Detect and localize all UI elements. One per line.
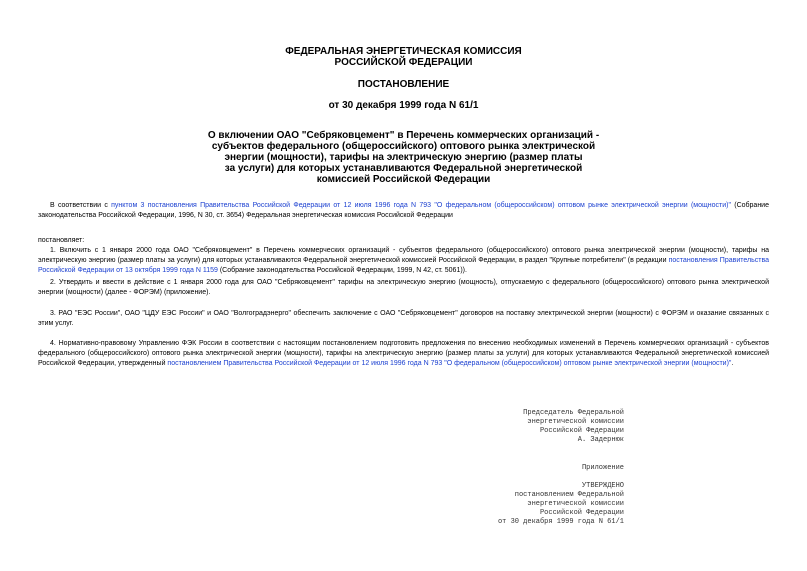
item-2-paragraph: 2. Утвердить и ввести в действие с 1 января 2000 года для ОАО "Себряковцемент" тарифы на электрическую энергию (мощность), отпускаемую с федерального (общероссийского) оптового рынка электрической энергии (мощности) (далее - ФОРЭМ) (приложение). (38, 279, 769, 296)
approval-line: Российской Федерации (539, 509, 624, 517)
preamble-text: В соответствии с (50, 202, 112, 209)
signature-block (420, 409, 624, 445)
item-1-paragraph (38, 246, 769, 276)
item-4-link[interactable]: постановлением Правительства Российской Федерации от 12 июля 1996 года N 793 "О федеральном (общероссийском) оптовом рынке электрической энергии (мощности)" (167, 360, 732, 367)
signature-line: энергетической комиссии (527, 418, 624, 426)
agency-name-line1: ФЕДЕРАЛЬНАЯ ЭНЕРГЕТИЧЕСКАЯ КОМИССИЯ (285, 46, 522, 57)
agency-name-line2: РОССИЙСКОЙ ФЕДЕРАЦИИ (334, 57, 473, 68)
preamble-link[interactable]: пунктом 3 постановления Правительства Российской Федерации от 12 июля 1996 года N 793 "О федеральном (общероссийском) оптовом рынке электрической энергии (мощности)" (111, 202, 731, 209)
signature-line: Председатель Федеральной (523, 409, 624, 417)
appendix-label: Приложение (581, 464, 624, 472)
approval-line: постановлением Федеральной (514, 491, 624, 499)
approval-date: от 30 декабря 1999 года N 61/1 (497, 518, 624, 526)
title-line: субъектов федерального (общероссийского) оптового рынка электрической (211, 141, 596, 152)
approval-line: энергетической комиссии (527, 500, 624, 508)
item-1-text-end: (Собрание законодательства Российской Федерации, 1999, N 42, ст. 5061)). (217, 267, 467, 274)
item-1-text: 1. Включить с 1 января 2000 года ОАО "Себряковцемент" в Перечень коммерческих организаций - субъектов федерального (общероссийского) оптового рынка электрической энергии (мощности), тарифы на электрическую энергию (размер платы за услуги) для которых устанавливаются Федеральной энергетической комиссией Российской Федерации, в раздел "Крупные потребители" (в редакции (38, 247, 769, 264)
title-line: за услуги) для которых устанавливаются Федеральной энергетической (224, 163, 583, 174)
resolves-text: постановляет: (38, 237, 85, 244)
title-line: О включении ОАО "Себряковцемент" в Перечень коммерческих организаций - (207, 130, 600, 141)
document-type: ПОСТАНОВЛЕНИЕ (357, 79, 450, 90)
item-3-paragraph: 3. РАО "ЕЭС России", ОАО "ЦДУ ЕЭС России" и ОАО "Волгоградэнерго" обеспечить заключение с ОАО "Себряковцемент" договоров на поставку электрической энергии (мощности) с ФОРЭМ и оказание связанных с этим услуг. (38, 310, 769, 327)
approval-block (420, 482, 624, 527)
signatory-name: А. Задернюк (577, 436, 624, 444)
item-4-paragraph (38, 339, 769, 369)
title-line: комиссией Российской Федерации (316, 174, 491, 185)
signature-line: Российской Федерации (539, 427, 624, 435)
title-line: энергии (мощности), тарифы на электрическую энергию (размер платы (224, 152, 583, 163)
preamble-text-end: (Собрание законодательства Российской Федерации, 1996, N 30, ст. 3654) Федеральная энергетическая комиссия Российской Федерации (38, 202, 769, 219)
item-4-text-end: . (731, 360, 734, 367)
document-title (200, 130, 607, 185)
document-date-number: от 30 декабря 1999 года N 61/1 (328, 100, 479, 111)
item-1-link[interactable]: постановления Правительства Российской Федерации от 13 октября 1999 года N 1159 (38, 257, 769, 274)
approved-label: УТВЕРЖДЕНО (581, 482, 624, 490)
preamble-paragraph (38, 201, 769, 221)
item-4-text: 4. Нормативно-правовому Управлению ФЭК России в соответствии с настоящим постановлением подготовить предложения по внесению необходимых изменений в Перечень коммерческих организаций - субъектов федерального (общероссийского) оптового рынка электрической энергии (мощности), тарифы на электрическую энергию (размер платы за услуги) для которых устанавливаются Федеральной энергетической комиссией Российской Федерации, утвержденный (38, 340, 769, 367)
